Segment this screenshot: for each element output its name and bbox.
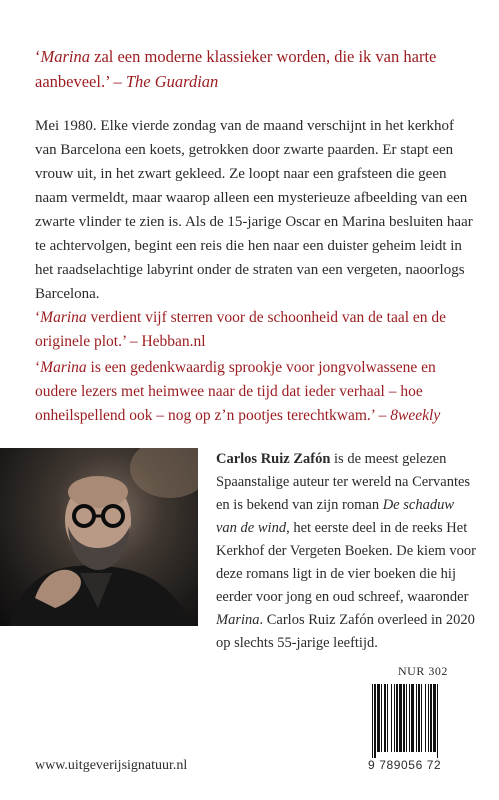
author-bio [216, 448, 478, 655]
author-photo [0, 448, 198, 626]
barcode-bar [403, 684, 405, 752]
quote-title: Marina [40, 359, 87, 376]
barcode-bar [409, 684, 410, 752]
barcode-bar [399, 684, 402, 752]
quote-text: is een gedenkwaardig sprookje voor jongvolwassene en oudere lezers met heimwee naar de tijd dat ieder verhaal – hoe onheilspellend ook – nog op z’n pootjes terechtkwam.’ – [35, 359, 436, 424]
barcode-bar [406, 684, 407, 752]
barcode-bar [430, 684, 432, 752]
barcode-bar [428, 684, 429, 752]
publisher-website[interactable]: www.uitgeverijsignatuur.nl [35, 758, 188, 773]
bio-text: , het eerste deel in de reeks Het Kerkhof der Vergeten Boeken. De kiem voor deze romans ligt in de vier boeken die hij eerder voor jong en oud schreef, waaronder [216, 520, 476, 605]
quote-guardian: ‘Marina zal een moderne klassieker worden, die ik van harte aanbeveel.’ – The Guardian [35, 47, 437, 91]
quote-hebban: ‘Marina verdient vijf sterren voor de schoonheid van de taal en de originele plot.’ – Hebban.nl [35, 309, 447, 350]
book-title: Marina [216, 612, 260, 628]
barcode-bar [384, 684, 386, 752]
author-name: Carlos Ruiz Zafón [216, 451, 331, 467]
barcode-bar [396, 684, 398, 752]
barcode-bar [387, 684, 388, 752]
bio-text: . Carlos Ruiz Zafón overleed in 2020 op slechts 55-jarige leeftijd. [216, 612, 475, 651]
barcode-bar [377, 684, 380, 752]
barcode-bar [433, 684, 436, 752]
quote-title: Marina [40, 309, 87, 326]
quote-title: Marina [40, 47, 90, 66]
barcode-bar [391, 684, 392, 752]
barcode-bar [437, 684, 438, 758]
barcode-bar [374, 684, 376, 758]
barcode-bar [421, 684, 422, 752]
nur-code: NUR 302 [398, 664, 448, 678]
quote-8weekly: ‘Marina is een gedenkwaardig sprookje voor jongvolwassene en oudere lezers met heimwee naar de tijd dat ieder verhaal – hoe onheilspellend ook – nog op z’n pootjes terechtkwam.’ – 8weekly [35, 359, 441, 424]
barcode-bar [381, 684, 382, 752]
barcode-bar [372, 684, 373, 758]
bio-text: is de meest gelezen Spaanstalige auteur ter wereld na Cervantes en is bekend van zijn roman [216, 451, 471, 513]
barcode-bar [416, 684, 417, 752]
barcode-bar [425, 684, 426, 752]
quote-text: zal een moderne klassieker worden, die ik van harte aanbeveel.’ – [35, 47, 437, 91]
synopsis-paragraph: Mei 1980. Elke vierde zondag van de maand verschijnt in het kerkhof van Barcelona een koets, getrokken door zwarte paarden. Er stapt een vrouw uit, in het zwart gekleed. Ze loopt naar een grafsteen die geen naam vermeldt, maar waarop alleen een mysterieuze afbeelding van een zwarte vlinder te zien is. Als de 15-jarige Oscar en Marina besluiten haar te achtervolgen, begint een reis die hen naar een duister geheim leidt in het raadselachtige labyrint onder de straten van een vergeten, naoorlogs Barcelona. [35, 118, 473, 302]
quote-text: verdient vijf sterren voor de schoonheid van de taal en de originele plot.’ – Hebban.nl [35, 309, 447, 350]
barcode-bar [411, 684, 414, 752]
book-title: De schaduw van de wind [216, 497, 454, 536]
quote-source: 8weekly [390, 407, 441, 424]
quote-source: The Guardian [125, 72, 219, 91]
isbn-barcode [370, 684, 480, 758]
barcode-bar [394, 684, 395, 752]
barcode-digits: 9 789056 72 [368, 758, 442, 772]
barcode-bar [418, 684, 420, 752]
